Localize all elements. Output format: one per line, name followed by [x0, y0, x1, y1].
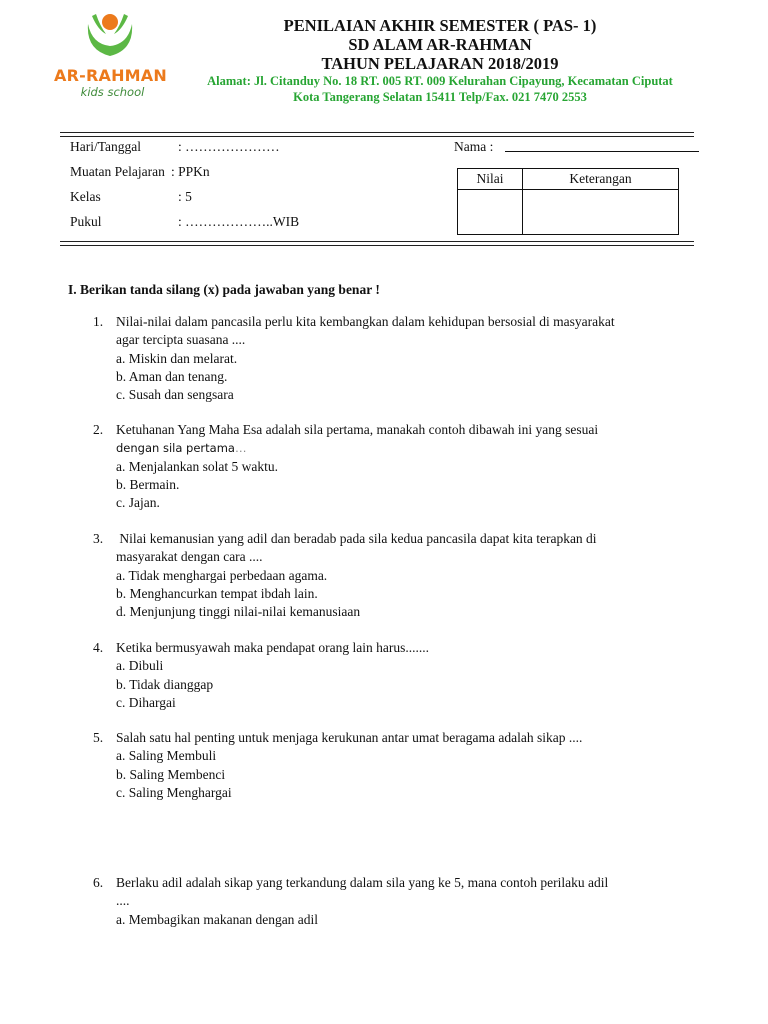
logo-name: AR-RAHMAN: [54, 66, 167, 85]
nama-input-line[interactable]: [505, 139, 699, 155]
option-c[interactable]: c. Dihargai: [116, 694, 176, 710]
nilai-header: Nilai: [458, 169, 523, 190]
muatan-value: : PPKn: [171, 164, 210, 179]
nama-label: Nama :: [454, 139, 494, 154]
question-text: Salah satu hal penting untuk menjaga kerukunan antar umat beragama adalah sikap ....: [116, 730, 583, 745]
question-number: 2.: [93, 422, 104, 437]
nilai-cell[interactable]: [458, 190, 523, 235]
header-divider-bottom: [60, 241, 694, 242]
question-text: Nilai kemanusian yang adil dan beradab pada sila kedua pancasila dapat kita terapkan di: [116, 531, 597, 546]
question-text-cont-main: dengan sila pertama: [116, 441, 235, 456]
question-4: [93, 639, 733, 712]
option-b[interactable]: b. Tidak dianggap: [116, 676, 214, 692]
question-text: Ketuhanan Yang Maha Esa adalah sila pertama, manakah contoh dibawah ini yang sesuai: [116, 422, 599, 437]
option-a[interactable]: a. Tidak menghargai perbedaan agama.: [116, 567, 328, 583]
question-number: 5.: [93, 730, 104, 745]
score-table-header: [458, 169, 679, 190]
address-line-2: Kota Tangerang Selatan 15411 Telp/Fax. 021 7470 2553: [293, 89, 587, 104]
score-table-row: [458, 190, 679, 235]
section-instruction: I. Berikan tanda silang (x) pada jawaban yang benar !: [68, 282, 380, 297]
question-6: [93, 874, 733, 929]
option-a[interactable]: a. Membagikan makanan dengan adil: [116, 911, 319, 927]
academic-year: TAHUN PELAJARAN 2018/2019: [321, 54, 559, 73]
question-text: Nilai-nilai dalam pancasila perlu kita kembangkan dalam kehidupan bersosial di masyarakat: [116, 314, 615, 329]
option-a[interactable]: a. Saling Membuli: [116, 748, 217, 764]
logo-emblem-icon: [40, 4, 175, 68]
question-number: 4.: [93, 640, 104, 655]
question-text: Berlaku adil adalah sikap yang terkandung dalam sila yang ke 5, mana contoh perilaku adil: [116, 875, 609, 890]
question-text-cont: ....: [116, 893, 130, 909]
keterangan-cell[interactable]: [523, 190, 679, 235]
option-b[interactable]: b. Bermain.: [116, 476, 180, 492]
question-text: Ketika bermusyawah maka pendapat orang lain harus.......: [116, 640, 430, 655]
option-b[interactable]: b. Menghancurkan tempat ibdah lain.: [116, 585, 318, 601]
hari-label: Hari/Tanggal: [70, 139, 142, 154]
header-divider-top-2: [60, 136, 694, 137]
kelas-label: Kelas: [70, 189, 101, 204]
exam-title: PENILAIAN AKHIR SEMESTER ( PAS- 1): [283, 16, 597, 35]
document-header: [185, 16, 695, 105]
question-text-cont: agar tercipta suasana ....: [116, 332, 246, 348]
option-b[interactable]: b. Saling Membenci: [116, 766, 226, 782]
question-number: 1.: [93, 314, 104, 329]
question-text-cont: masyarakat dengan cara ....: [116, 549, 263, 565]
question-number: 3.: [93, 531, 104, 546]
option-d[interactable]: d. Menjunjung tinggi nilai-nilai kemanusiaan: [116, 604, 361, 620]
header-divider-bottom-2: [60, 245, 694, 246]
option-c[interactable]: c. Saling Menghargai: [116, 784, 232, 800]
logo-subtitle: kids school: [80, 85, 145, 99]
pukul-label: Pukul: [70, 214, 102, 229]
question-1: [93, 313, 733, 404]
keterangan-header: Keterangan: [523, 169, 679, 190]
school-name: SD ALAM AR-RAHMAN: [348, 35, 532, 54]
muatan-label: Muatan Pelajaran: [70, 164, 165, 179]
pukul-value[interactable]: : ………………..WIB: [178, 214, 300, 229]
option-a[interactable]: a. Menjalankan solat 5 waktu.: [116, 458, 278, 474]
question-3: [93, 530, 733, 621]
option-c[interactable]: c. Susah dan sengsara: [116, 387, 234, 403]
address-line-1: Alamat: Jl. Citanduy No. 18 RT. 005 RT. 009 Kelurahan Cipayung, Kecamatan Ciputat: [207, 74, 673, 88]
question-text-ellipsis: …: [234, 441, 247, 456]
option-a[interactable]: a. Dibuli: [116, 658, 164, 674]
question-2: [93, 421, 733, 512]
score-table: [457, 168, 679, 235]
hari-value[interactable]: : …………………: [178, 139, 280, 154]
question-5: [93, 729, 733, 802]
school-logo: [40, 4, 175, 108]
option-a[interactable]: a. Miskin dan melarat.: [116, 350, 238, 366]
question-number: 6.: [93, 875, 104, 890]
question-text-cont: [116, 439, 733, 457]
header-divider-top: [60, 132, 694, 133]
option-c[interactable]: c. Jajan.: [116, 495, 160, 511]
kelas-value: : 5: [178, 189, 192, 204]
school-address: [185, 74, 695, 105]
option-b[interactable]: b. Aman dan tenang.: [116, 368, 228, 384]
